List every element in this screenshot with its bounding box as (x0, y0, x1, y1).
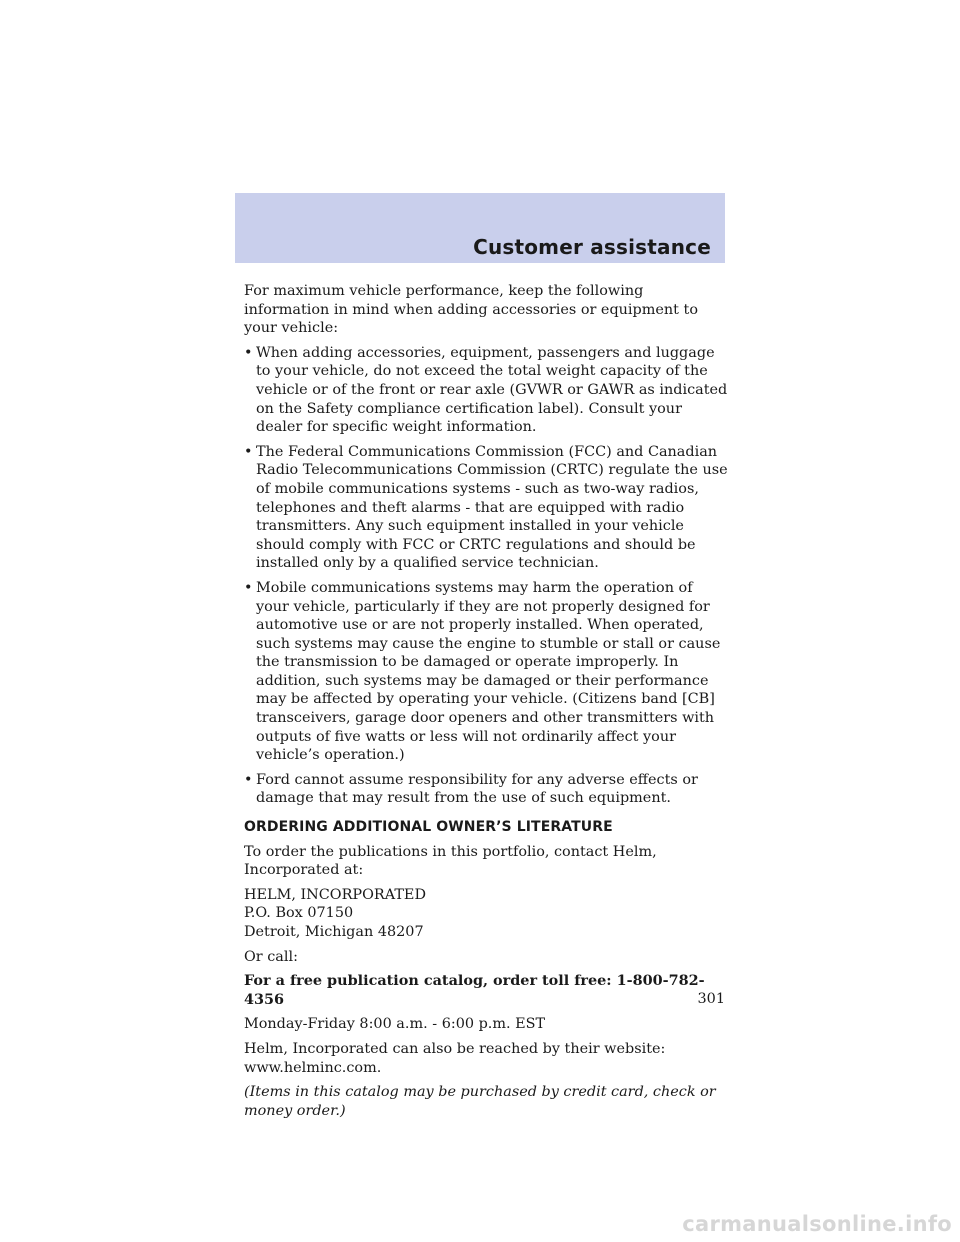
address-line: HELM, INCORPORATED (244, 886, 426, 903)
page-content (244, 282, 729, 1126)
bullet-item (244, 344, 729, 437)
bullet-icon: • (244, 579, 253, 596)
or-call-text: Or call: (244, 948, 298, 965)
bullet-icon: • (244, 443, 253, 460)
bullet-icon: • (244, 771, 253, 788)
hours-line: Monday-Friday 8:00 a.m. - 6:00 p.m. EST (244, 1016, 546, 1033)
page-number: 301 (697, 991, 725, 1007)
payment-note: (Items in this catalog may be purchased by credit card, check or money order.) (244, 1084, 716, 1119)
section-title: Customer assistance (473, 235, 711, 259)
bullet-item (244, 443, 729, 573)
bullet-list (244, 344, 729, 808)
ordering-intro: To order the publications in this portfolio, contact Helm, Incorporated at: (244, 843, 657, 879)
watermark: carmanualsonline.info (682, 1212, 952, 1236)
bullet-text: Mobile communications systems may harm the operation of your vehicle, particularly if they are not properly designed for automotive use or are not properly installed. When operated, such systems may cause the engine to stumble or stall or cause the transmission to be damaged or operate improperly. In addition, such systems may be damaged or their performance may be affected by operating your vehicle. (Citizens band [CB] transceivers, garage door openers and other transmitters with outputs of five watts or less will not ordinarily affect your vehicle’s operation.) (256, 579, 721, 764)
intro-paragraph: For maximum vehicle performance, keep the following information in mind when adding accessories or equipment to your vehicle: (244, 283, 698, 337)
website-link[interactable]: www.helminc.com. (244, 1059, 382, 1076)
bullet-text: Ford cannot assume responsibility for any adverse effects or damage that may result from the use of such equipment. (256, 771, 698, 807)
bullet-item (244, 579, 729, 765)
phone-line: For a free publication catalog, order toll free: 1-800-782-4356 (244, 972, 705, 1008)
bullet-icon: • (244, 344, 253, 361)
website-line: Helm, Incorporated can also be reached by their website: (244, 1040, 666, 1057)
website-paragraph (244, 1040, 729, 1077)
bullet-text: The Federal Communications Commission (FCC) and Canadian Radio Telecommunications Commission (CRTC) regulate the use of mobile communications systems - such as two-way radios, telephones and theft alarms - that are equipped with radio transmitters. Any such equipment installed in your vehicle should comply with FCC or CRTC regulations and should be installed only by a qualified service technician. (256, 443, 728, 572)
ordering-heading: ORDERING ADDITIONAL OWNER’S LITERATURE (244, 819, 613, 836)
bullet-item (244, 771, 729, 808)
section-header-band (235, 193, 725, 263)
mailing-address (244, 886, 729, 942)
address-line: P.O. Box 07150 (244, 905, 354, 922)
bullet-text: When adding accessories, equipment, passengers and luggage to your vehicle, do not exceed the total weight capacity of the vehicle or of the front or rear axle (GVWR or GAWR as indicated on the Safety compliance certification label). Consult your dealer for specific weight information. (256, 344, 728, 436)
address-line: Detroit, Michigan 48207 (244, 924, 424, 940)
